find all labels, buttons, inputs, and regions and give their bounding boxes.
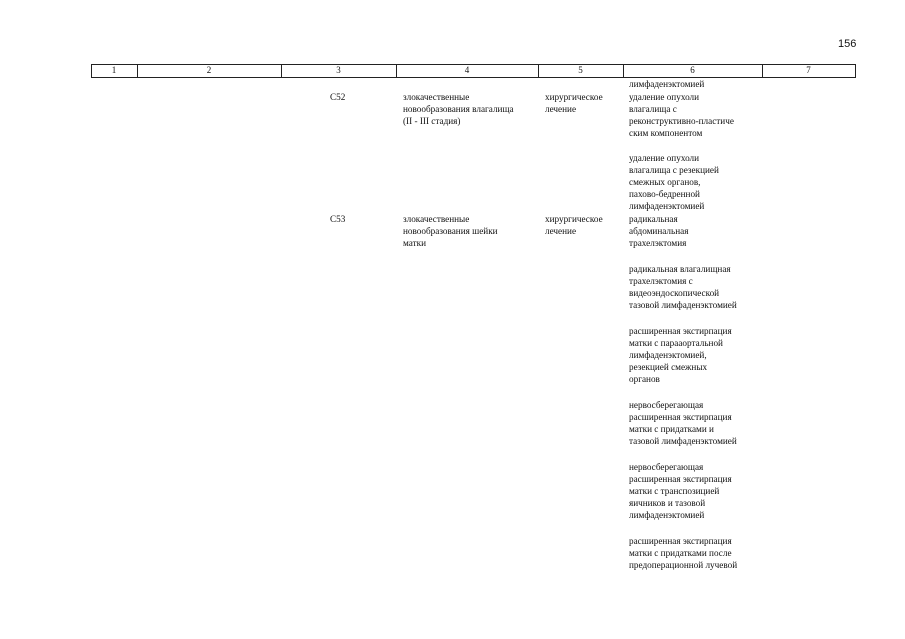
treatment-method: удаление опухоли влагалища с реконструктивно-пластиче ским компонентом: [629, 92, 734, 139]
page-number: 156: [838, 38, 857, 50]
diagnosis-code: C52: [330, 92, 346, 102]
header-col-2: 2: [206, 65, 212, 75]
diagnosis-text: злокачественные новообразования шейки матки: [403, 214, 498, 249]
treatment-type: хирургическое лечение: [545, 214, 603, 237]
diagnosis-text: злокачественные новообразования влагалища (II - III стадия): [403, 92, 514, 127]
treatment-method: удаление опухоли влагалища с резекцией смежных органов, пахово-бедренной лимфаденэктомией: [629, 153, 719, 212]
header-col-6: 6: [690, 65, 695, 75]
col-divider: [855, 64, 856, 77]
header-col-1: 1: [111, 65, 117, 75]
treatment-method: радикальная влагалищная трахелэктомия с видеоэндоскопической тазовой лимфаденэктомией: [629, 264, 737, 311]
treatment-method: радикальная абдоминальная трахелэктомия: [629, 214, 689, 249]
treatment-type: хирургическое лечение: [545, 92, 603, 115]
header-col-4: 4: [464, 65, 470, 75]
treatment-method: нервосберегающая расширенная экстирпация матки с придатками и тазовой лимфаденэктомией: [629, 400, 737, 447]
header-col-5: 5: [578, 65, 583, 75]
header-col-3: 3: [336, 65, 341, 75]
treatment-method: расширенная экстирпация матки с парааортальной лимфаденэктомией, резекцией смежных органов: [629, 326, 732, 385]
treatment-method: расширенная экстирпация матки с придатками после предоперационной лучевой: [629, 536, 738, 571]
header-col-7: 7: [806, 65, 811, 75]
treatment-method: нервосберегающая расширенная экстирпация матки с транспозицией яичников и тазовой лимфаденэктомией: [629, 462, 732, 521]
diagnosis-code: C53: [330, 214, 346, 224]
treatment-method: лимфаденэктомией: [629, 79, 705, 89]
